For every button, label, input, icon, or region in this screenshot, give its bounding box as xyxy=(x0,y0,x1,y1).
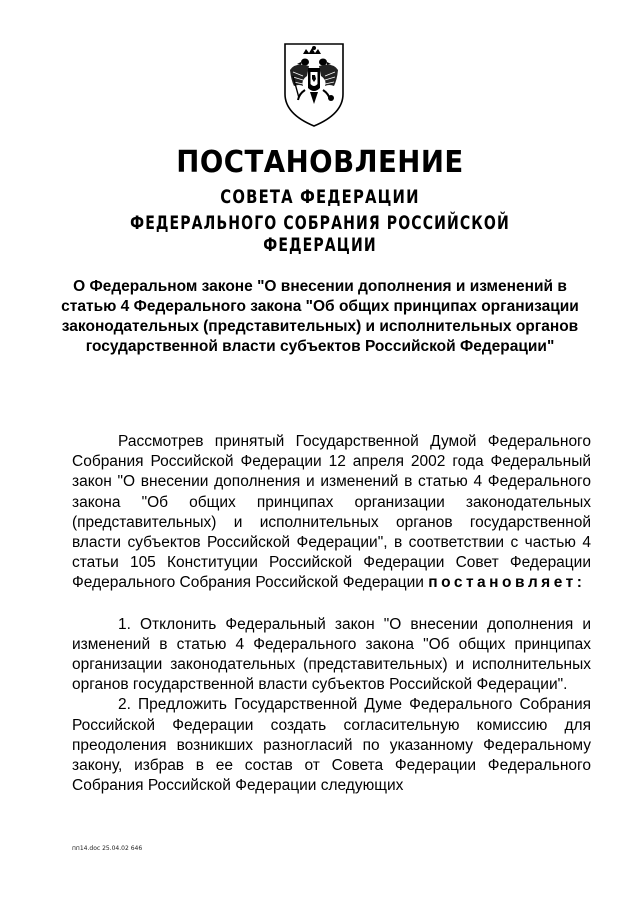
document-title: ПОСТАНОВЛЕНИЕ xyxy=(176,145,464,180)
document-body xyxy=(72,432,591,796)
footer-stamp: пп14.doc 25.04.02 646 xyxy=(72,845,143,852)
preamble-paragraph xyxy=(72,432,591,594)
coat-of-arms-emblem-icon xyxy=(281,40,347,130)
item-2-paragraph: 2. Предложить Государственной Думе Федерального Собрания Российской Федерации создать согласительную комиссию для преодоления возникших разногласий по указанному Федеральному закону, избрав в ее состав от Совета Федерации Федерального Собрания Российской Федерации следующих xyxy=(72,696,591,795)
issuer-line-2: ФЕДЕРАЛЬНОГО СОБРАНИЯ РОССИЙСКОЙ ФЕДЕРАЦИИ xyxy=(130,212,510,256)
resolves-word: постановляет: xyxy=(428,574,586,592)
preamble-text: Рассмотрев принятый Государственной Думой Федерального Собрания Российской Федерации 12 апреля 2002 года Федеральный закон "О внесении дополнения и изменений в статью 4 Федерального закона "Об общих принципах организации законодательных (представительных) и исполнительных органов государственной власти субъектов Российской Федерации", в соответствии с частью 4 статьи 105 Конституции Российской Федерации Совет Федерации Федерального Собрания Российской Федерации xyxy=(72,433,591,592)
item-1-paragraph: 1. Отклонить Федеральный закон "О внесении дополнения и изменений в статью 4 Федерального закона "Об общих принципах организации законодательных (представительных) и исполнительных органов государственной власти субъектов Российской Федерации". xyxy=(72,615,591,694)
issuer-line-1: СОВЕТА ФЕДЕРАЦИИ xyxy=(220,186,420,208)
document-subject: О Федеральном законе "О внесении дополнения и изменений в статью 4 Федерального закона "Об общих принципах организации законодательных (представительных) и исполнительных органов государственной власти субъектов Российской Федерации" xyxy=(61,278,579,355)
